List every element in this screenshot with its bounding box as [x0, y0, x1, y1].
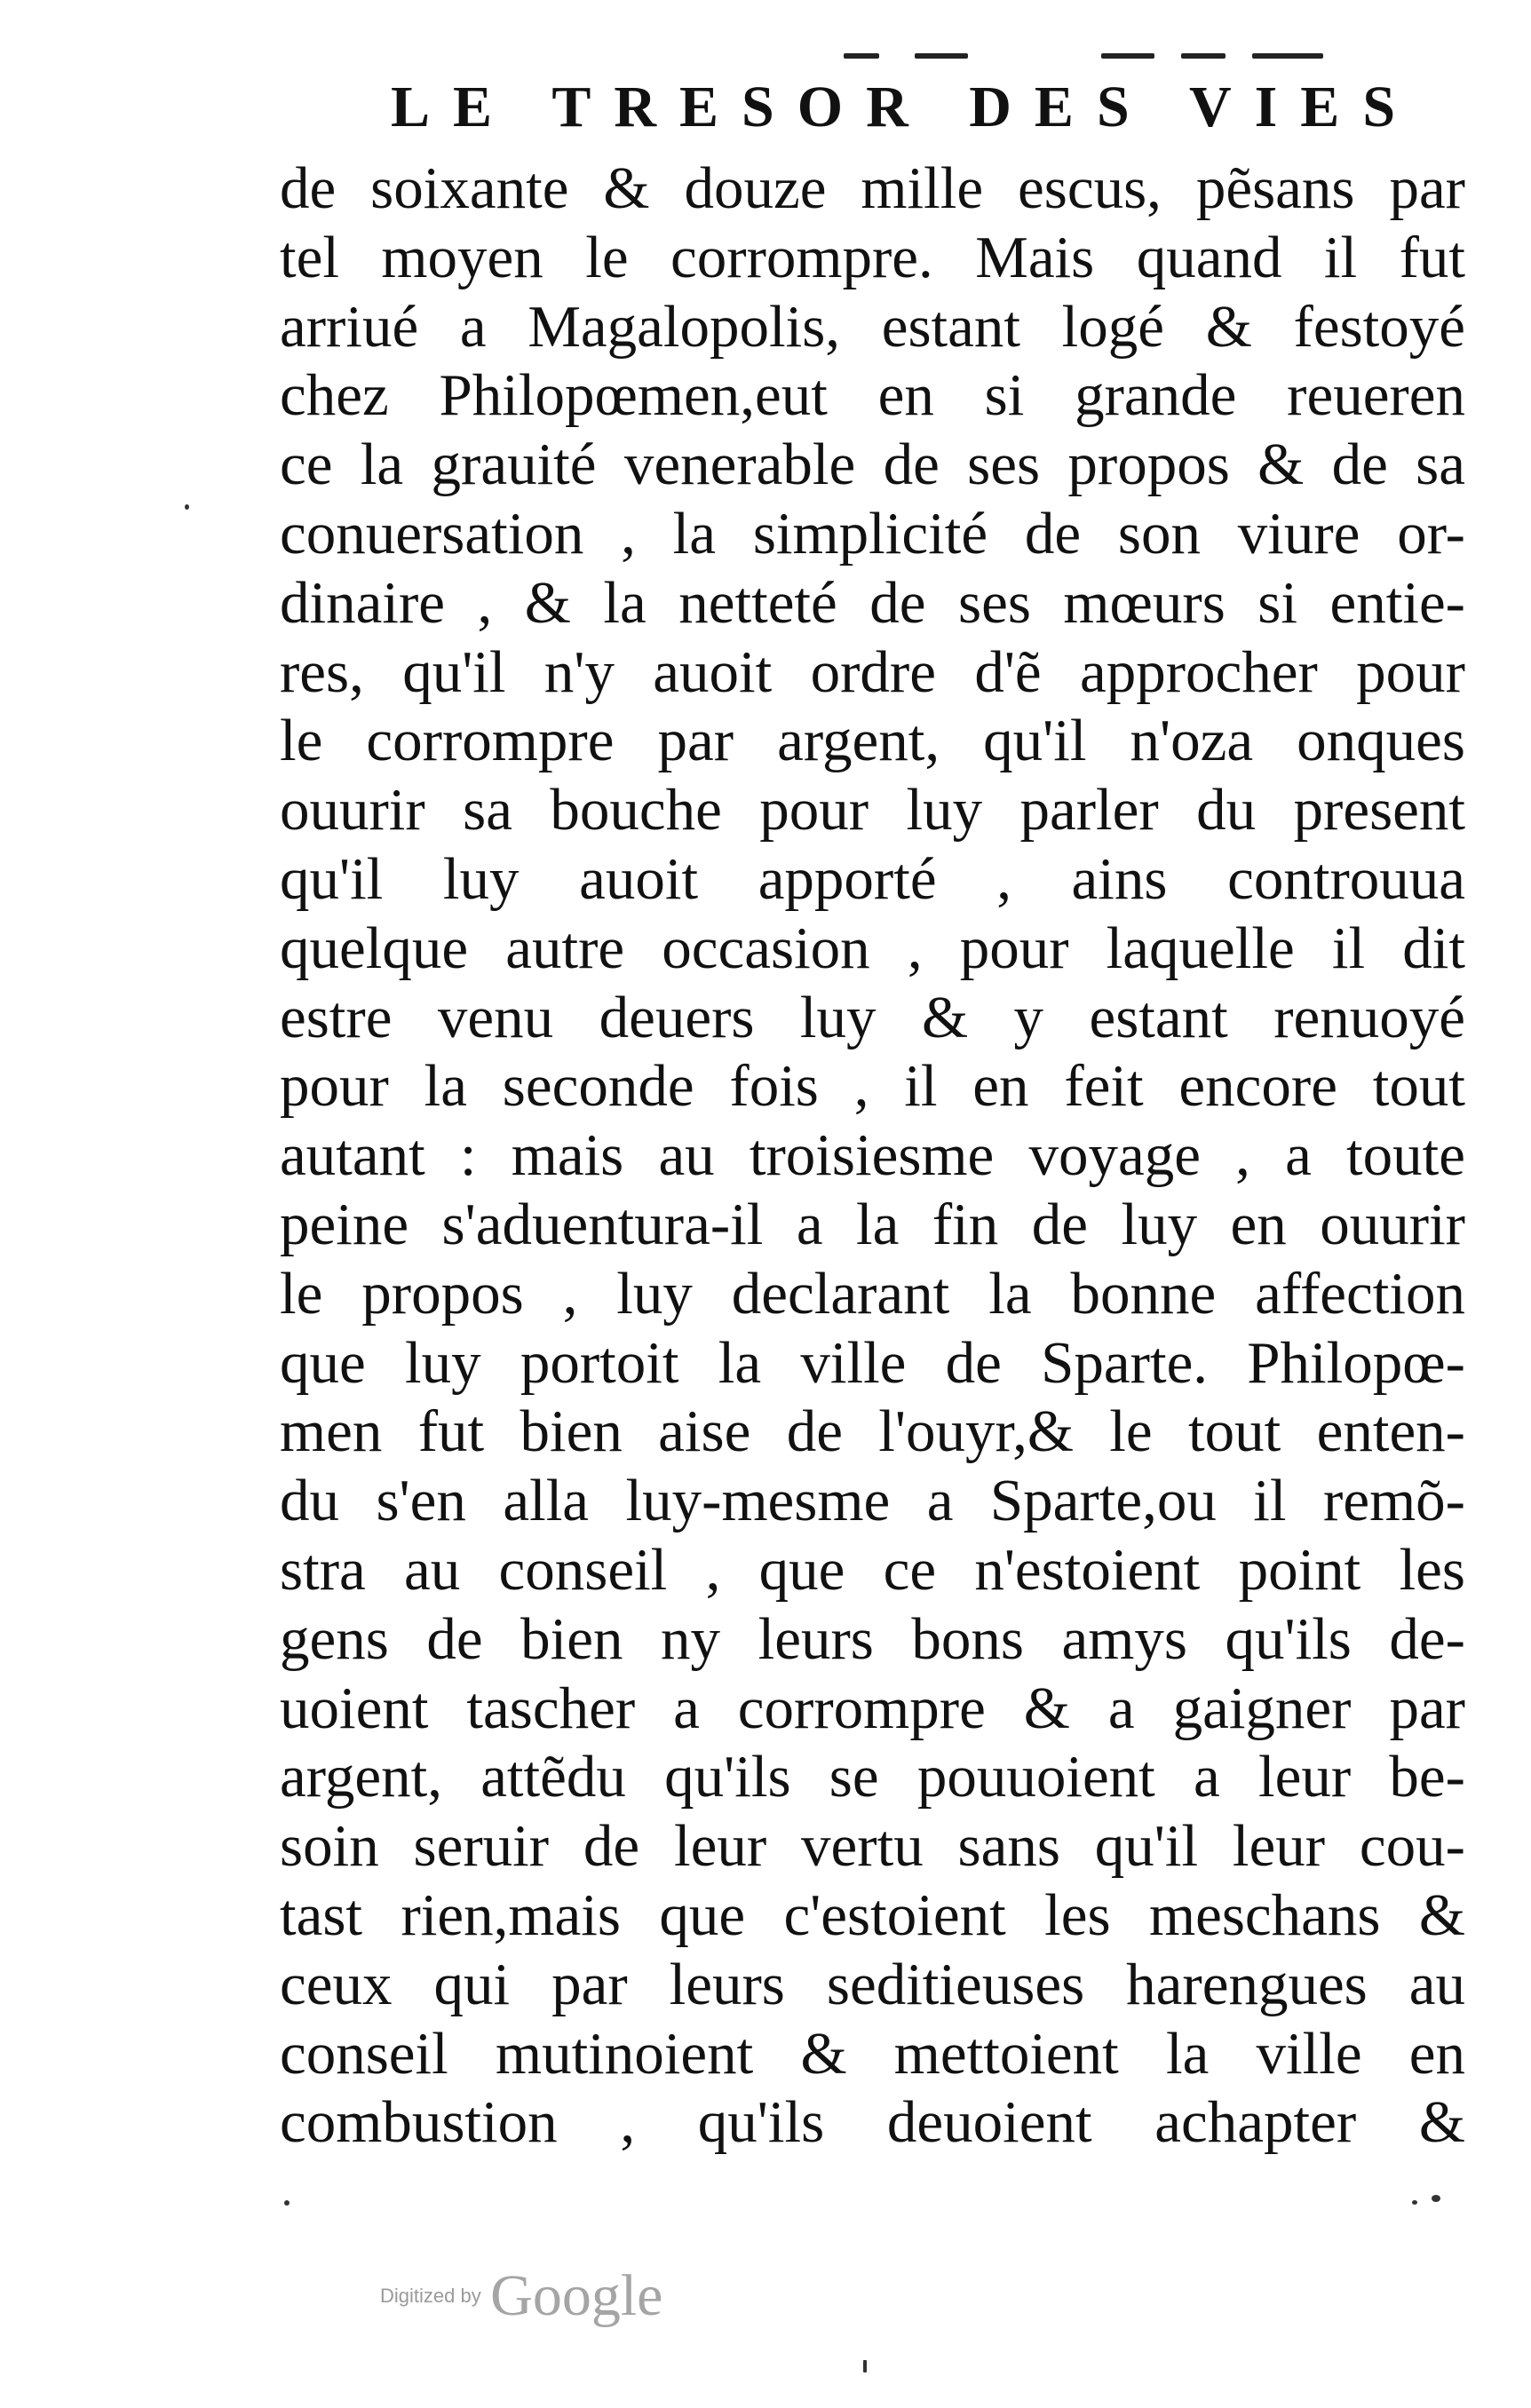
body-text [280, 154, 1465, 2158]
top-ornament-rule [835, 53, 1332, 62]
text-line: qu'il luy auoit apporté , ains controuua [280, 845, 1465, 912]
text-line: de soixante & douze mille escus, pẽsans par [280, 155, 1465, 221]
text-line: combustion , qu'ils deuoient achapter & [280, 2089, 1465, 2156]
attribution-brand: Google [490, 2263, 663, 2328]
text-line: tel moyen le corrompre. Mais quand il fut [280, 224, 1465, 290]
text-line: dinaire , & la netteté de ses mœurs si entie- [280, 569, 1465, 636]
text-line: conseil mutinoient & mettoient la ville en [280, 2020, 1465, 2087]
attribution-prefix: Digitized by [380, 2285, 481, 2307]
text-line: uoient tascher a corrompre & a gaigner par [280, 1675, 1465, 1741]
ink-speck [284, 2200, 290, 2206]
text-line: le propos , luy declarant la bonne affection [280, 1260, 1465, 1327]
text-line: stra au conseil , que ce n'estoient point les [280, 1536, 1465, 1603]
text-line: ceux qui par leurs seditieuses harengues au [280, 1951, 1465, 2017]
running-head: LE TRESOR DES VIES [391, 75, 1419, 139]
text-line: du s'en alla luy-mesme a Sparte,ou il remõ- [280, 1468, 1465, 1534]
text-line: quelque autre occasion , pour laquelle il dit [280, 915, 1465, 981]
text-line: arriué a Magalopolis, estant logé & festoyé [280, 293, 1465, 360]
text-line: argent, attẽdu qu'ils se pouuoient a leur be- [280, 1744, 1465, 1810]
text-line: men fut bien aise de l'ouyr,& le tout enten- [280, 1398, 1465, 1465]
digitization-attribution [380, 2262, 662, 2330]
text-line: soin seruir de leur vertu sans qu'il leur cou- [280, 1813, 1465, 1880]
text-line: autant : mais au troisiesme voyage , a toute [280, 1122, 1465, 1189]
text-line: chez Philopœmen,eut en si grande reueren [280, 362, 1465, 429]
text-line: estre venu deuers luy & y estant renuoyé [280, 984, 1465, 1050]
ink-speck [1432, 2195, 1440, 2202]
text-line: que luy portoit la ville de Sparte. Philopœ- [280, 1329, 1465, 1396]
text-line: pour la seconde fois , il en feit encore tout [280, 1053, 1465, 1120]
ink-speck [185, 504, 189, 510]
text-line: ouurir sa bouche pour luy parler du present [280, 777, 1465, 844]
ink-speck [1412, 2200, 1417, 2205]
text-line: gens de bien ny leurs bons amys qu'ils de- [280, 1605, 1465, 1672]
text-line: ce la grauité venerable de ses propos & de sa [280, 432, 1465, 498]
ink-speck [863, 2360, 867, 2372]
text-line: le corrompre par argent, qu'il n'oza onques [280, 708, 1465, 774]
text-line: res, qu'il n'y auoit ordre d'ẽ approcher pour [280, 638, 1465, 705]
text-line: tast rien,mais que c'estoient les meschans & [280, 1881, 1465, 1948]
text-line: conuersation , la simplicité de son viure or- [280, 500, 1465, 566]
text-line: peine s'aduentura-il a la fin de luy en ouurir [280, 1191, 1465, 1257]
